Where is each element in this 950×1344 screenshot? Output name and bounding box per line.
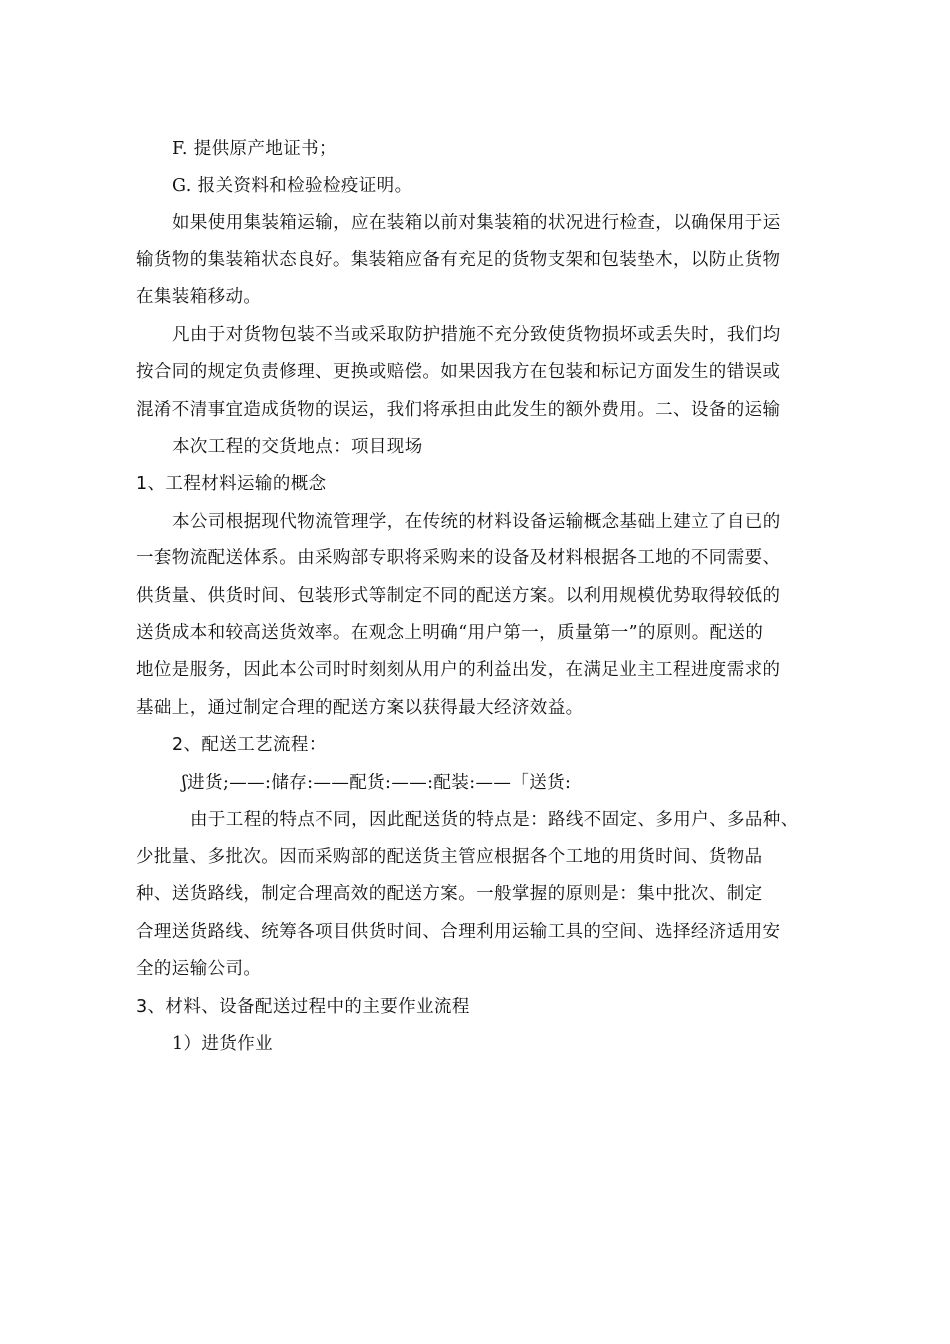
section-heading: 2、配送工艺流程： bbox=[172, 735, 327, 755]
section-heading: 3、材料、设备配送过程中的主要作业流程 bbox=[136, 997, 470, 1017]
text-line: 在集装箱移动。 bbox=[136, 287, 262, 307]
text-line: 种、送货路线，制定合理高效的配送方案。一般掌握的原则是：集中批次、制定 bbox=[136, 884, 763, 904]
text-line: 本次工程的交货地点：项目现场 bbox=[172, 437, 423, 457]
text-line: 混淆不清事宜造成货物的误运，我们将承担由此发生的额外费用。二、设备的运输 bbox=[136, 400, 781, 420]
text-line: G. 报关资料和检验检疫证明。 bbox=[172, 176, 413, 196]
text-line: 合理送货路线、统筹各项目供货时间、合理利用运输工具的空间、选择经济适用安 bbox=[136, 922, 781, 942]
text-line: 基础上，通过制定合理的配送方案以获得最大经济效益。 bbox=[136, 698, 584, 718]
text-line: 少批量、多批次。因而采购部的配送货主管应根据各个工地的用货时间、货物品 bbox=[136, 847, 763, 867]
subsection-heading: 1）进货作业 bbox=[172, 1034, 274, 1054]
process-flow-line: ʃ进货;——:储存:——配货:——:配装:——「送货: bbox=[182, 773, 572, 793]
text-line: 输货物的集装箱状态良好。集装箱应备有充足的货物支架和包装垫木，以防止货物 bbox=[136, 250, 781, 270]
text-line: 如果使用集装箱运输，应在装箱以前对集装箱的状况进行检查，以确保用于运 bbox=[172, 213, 781, 233]
text-line: 一套物流配送体系。由采购部专职将采购来的设备及材料根据各工地的不同需要、 bbox=[136, 548, 781, 568]
text-line: 地位是服务，因此本公司时时刻刻从用户的利益出发，在满足业主工程进度需求的 bbox=[136, 660, 781, 680]
text-line: 送货成本和较高送货效率。在观念上明确“用户第一，质量第一”的原则。配送的 bbox=[136, 623, 764, 643]
text-line: 凡由于对货物包装不当或采取防护措施不充分致使货物损坏或丢失时，我们均 bbox=[172, 325, 781, 345]
text-line: 供货量、供货时间、包装形式等制定不同的配送方案。以利用规模优势取得较低的 bbox=[136, 586, 781, 606]
text-line: 由于工程的特点不同，因此配送货的特点是：路线不固定、多用户、多品种、 bbox=[190, 810, 799, 830]
text-line: 全的运输公司。 bbox=[136, 959, 262, 979]
text-line: F. 提供原产地证书； bbox=[172, 139, 337, 159]
text-line: 按合同的规定负责修理、更换或赔偿。如果因我方在包装和标记方面发生的错误或 bbox=[136, 362, 781, 382]
text-line: 本公司根据现代物流管理学，在传统的材料设备运输概念基础上建立了自已的 bbox=[172, 512, 781, 532]
section-heading: 1、工程材料运输的概念 bbox=[136, 474, 327, 494]
